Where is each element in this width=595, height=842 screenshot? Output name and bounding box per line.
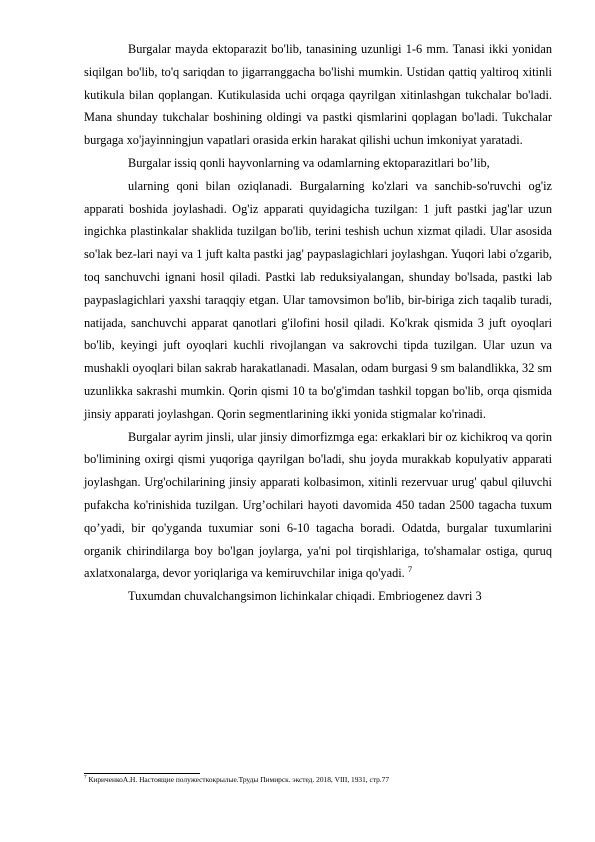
paragraph-hosts: Burgalar issiq qonli hayvonlarning va odamlarning ektoparazitlari bo’lib,	[128, 155, 490, 170]
footnote-number: 7	[84, 774, 87, 781]
footnote-reference[interactable]: 7	[407, 564, 413, 575]
body-text	[84, 38, 552, 608]
paragraph-development: Tuxumdan chuvalchangsimon lichinkalar chiqadi. Embriogenez davri 3	[128, 589, 482, 604]
paragraph-reproduction-text: Burgalar ayrim jinsli, ular jinsiy dimorfizmga ega: erkaklari bir oz kichikroq va qorin bo'limining oxirgi qismi yuqoriga qayrilgan bo'ladi, shu joyda murakkab kopulyativ apparati joylashgan. Urg'ochilarining jinsiy apparati kolbasimon, xitinli rezervuar urug' qabul qiluvchi pufakcha ko'rinishida tuzilgan. Urg’ochilari hayoti davomida 450 tadan 2500 tagacha tuxum qo’yadi, bir qo'yganda tuxumiar soni 6-10 tagacha boradi. Odatda, burgalar tuxumlarini organik chirindilarga boy bo'lgan joylarga, ya'ni pol tirqishlariga, to'shamalar ostiga, quruq axlatxonalarga, devor yoriqlariga va kemiruvchilar iniga qo'yadi.	[84, 429, 552, 581]
paragraph-morphology: Burgalar mayda ektoparazit bo'lib, tanasining uzunligi 1-6 mm. Tanasi ikki yonidan siqilgan bo'lib, to'q sariqdan to jigarranggacha bo'lishi mumkin. Ustidan qattiq yaltiroq xitinli kutikula bilan qoplangan. Kutikulasida uchi orqaga qayrilgan xitinlashgan tukchalar bo'ladi. Mana shunday tukchalar boshining oldingi va pastki qismlarini qoplagan bo'ladi. Tukchalar burgaga xo'jayinningjun vapatlari orasida erkin harakat qilishi uchun imkoniyat yaratadi.	[84, 42, 552, 148]
paragraph-reproduction	[84, 426, 552, 586]
paragraph-anatomy: ularning qoni bilan oziqlanadi. Burgalarning ko'zlari va sanchib-so'ruvchi og'iz apparati boshida joylashadi. Og'iz apparati quyidagicha tuzilgan: 1 juft pastki jag'lar uzun ingichka plastinkalar shaklida tuzilgan bo'lib, terini teshish uchun xizmat qiladi. Ular asosida so'lak bez-lari nayi va 1 juft kalta pastki jag' paypaslagichlari joylashgan. Yuqori labi o'zgarib, toq sanchuvchi ignani hosil qiladi. Pastki lab reduksiyalangan, shunday bo'lsada, pastki lab paypaslagichlari yaxshi taraqqiy etgan. Ular tamovsimon bo'lib, bir-biriga zich taqalib turadi, natijada, sanchuvchi apparat qanotlari g'ilofini hosil qiladi. Ko'krak qismida 3 juft oyoqlari bo'lib, keyingi juft oyoqlari kuchli rivojlangan va sakrovchi tipda tuzilgan. Ular uzun va mushakli oyoqlari bilan sakrab harakatlanadi. Masalan, odam burgasi 9 sm balandlikka, 32 sm uzunlikka sakrashi mumkin. Qorin qismi 10 ta bo'g'imdan tashkil topgan bo'lib, orqa qismida jinsiy apparati joylashgan. Qorin segmentlarining ikki yonida stigmalar ko'rinadi.	[84, 178, 552, 421]
footnote-divider	[84, 773, 200, 774]
footnote-text: КириченкоА.Н. Настоящие полужесткокрылые.Труды Пимирск. экстед. 2018, VIII, 1931, стр.77	[88, 775, 390, 784]
footnote	[84, 775, 554, 785]
